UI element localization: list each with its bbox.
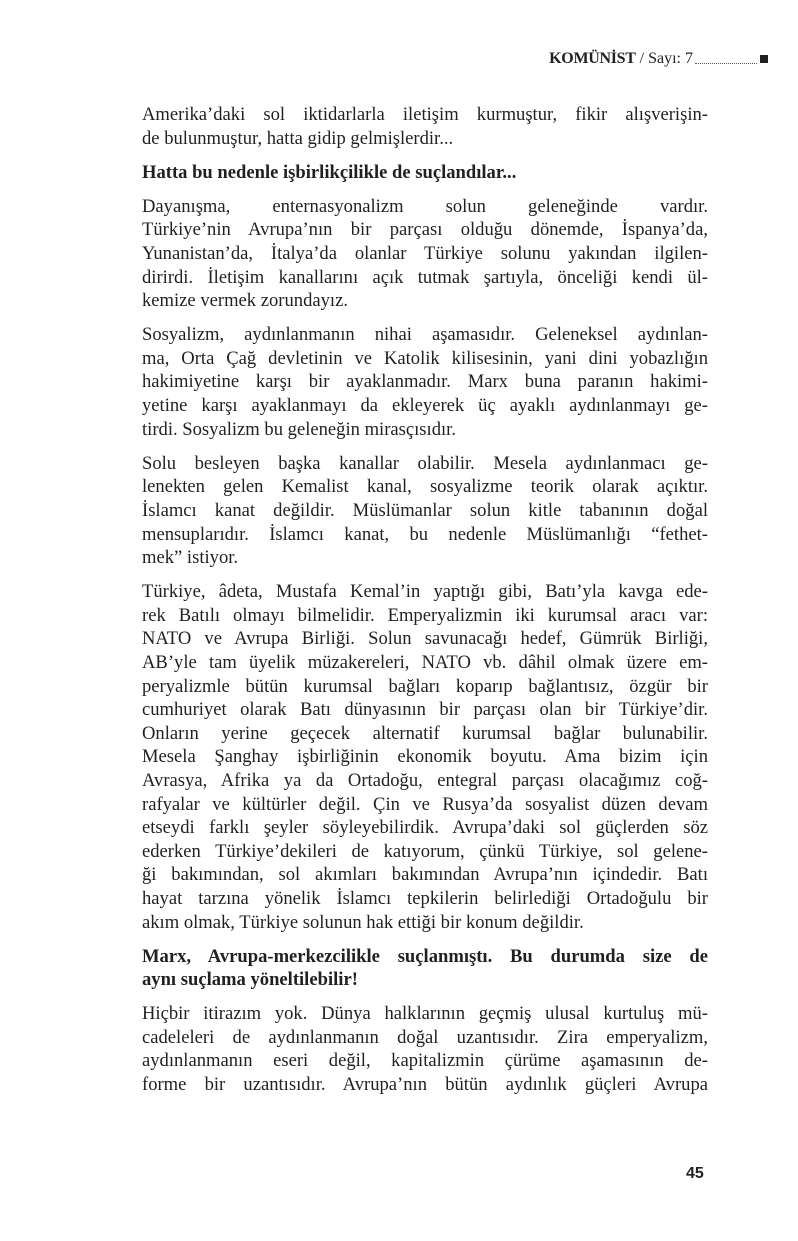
text-line: peryalizmle bütün kurumsal bağları koparıp bağlantısız, özgür bir: [142, 675, 708, 697]
text-line: NATO ve Avrupa Birliği. Solun savunacağı hedef, Gümrük Birliği,: [142, 628, 708, 650]
text-line: Sosyalizm, aydınlanmanın nihai aşamasıdır. Geleneksel aydınlan-: [142, 324, 708, 346]
text-line: İslamcı kanat değildir. Müslümanlar solun kitle tabanının doğal: [142, 499, 708, 521]
text-line: mensuplarıdır. İslamcı kanat, bu nedenle Müslümanlığı “fethet-: [142, 523, 708, 545]
text-line: akım olmak, Türkiye solunun hak ettiği bir konum değildir.: [142, 911, 584, 933]
body-text: [142, 103, 708, 1107]
text-line: forme bir uzantısıdır. Avrupa’nın bütün aydınlık güçleri Avrupa: [142, 1074, 708, 1096]
text-line: tirdi. Sosyalizm bu geleneğin mirasçısıdır.: [142, 418, 456, 440]
paragraph: [142, 580, 708, 934]
text-line: Solu besleyen başka kanallar olabilir. Mesela aydınlanmacı ge-: [142, 452, 708, 474]
dotted-leader: [695, 54, 757, 64]
text-line: AB’yle tam üyelik müzakereleri, NATO vb. dâhil olmak üzere em-: [142, 651, 708, 673]
text-line: aynı suçlama yöneltilebilir!: [142, 969, 358, 991]
text-line: cumhuriyet olarak Batı dünyasının bir parçası olan bir Türkiye’dir.: [142, 699, 708, 721]
text-line: etseydi farklı şeyler söyleyebilirdik. Avrupa’daki sol güçlerden söz: [142, 817, 708, 839]
text-line: Marx, Avrupa-merkezcilikle suçlanmıştı. Bu durumda size de: [142, 945, 708, 967]
interview-question: [142, 161, 708, 185]
issue-number: / Sayı: 7: [639, 50, 693, 67]
text-line: Yunanistan’da, İtalya’da olanlar Türkiye solunu yakından ilgilen-: [142, 242, 708, 264]
text-line: de bulunmuştur, hatta gidip gelmişlerdir...: [142, 127, 454, 149]
text-line: rek Batılı olmayı bilmelidir. Emperyalizmin iki kurumsal aracı var:: [142, 604, 708, 626]
text-line: Dayanışma, enternasyonalizm solun geleneğinde vardır.: [142, 195, 708, 217]
text-line: Mesela Şanghay işbirliğinin ekonomik boyutu. Ama bizim için: [142, 746, 708, 768]
square-marker-icon: [760, 55, 768, 63]
text-line: kemize vermek zorundayız.: [142, 290, 348, 312]
paragraph: [142, 103, 708, 150]
text-line: dirirdi. İletişim kanallarını açık tutmak şartıyla, önceliği kendi ül-: [142, 266, 708, 288]
text-line: ği bakımından, sol akımları bakımından Avrupa’nın içindedir. Batı: [142, 864, 708, 886]
paragraph: [142, 452, 708, 570]
running-header: [549, 50, 768, 68]
text-line: mek” istiyor.: [142, 547, 239, 569]
page-number: 45: [686, 1165, 704, 1182]
text-line: ma, Orta Çağ devletinin ve Katolik kilisesinin, yani dini yobazlığın: [142, 347, 708, 369]
text-line: hakimiyetine karşı bir ayaklanmadır. Marx buna paranın hakimi-: [142, 371, 708, 393]
paragraph: [142, 323, 708, 441]
interview-question: [142, 945, 708, 992]
text-line: Amerika’daki sol iktidarlarla iletişim kurmuştur, fikir alışverişin-: [142, 104, 708, 125]
text-line: aydınlanmanın eseri değil, kapitalizmin çürüme aşamasının de-: [142, 1050, 708, 1072]
text-line: yetine karşı ayaklanmayı da ekleyerek üç ayaklı aydınlanmayı ge-: [142, 395, 708, 417]
text-line: Türkiye’nin Avrupa’nın bir parçası olduğu dönemde, İspanya’da,: [142, 219, 708, 241]
text-line: hayat tarzına yönelik İslamcı tepkilerin belirlediği Ortadoğulu bir: [142, 887, 708, 909]
text-line: lenekten gelen Kemalist kanal, sosyalizme teorik olarak açıktır.: [142, 476, 708, 498]
text-line: Avrasya, Afrika ya da Ortadoğu, entegral parçası olacağımız coğ-: [142, 769, 708, 791]
text-line: Türkiye, âdeta, Mustafa Kemal’in yaptığı gibi, Batı’yla kavga ede-: [142, 581, 708, 603]
text-line: Onların yerine geçecek alternatif kurumsal bağlar bulunabilir.: [142, 722, 708, 744]
magazine-name: KOMÜNİST: [549, 50, 636, 67]
paragraph: [142, 195, 708, 313]
text-line: cadeleleri de aydınlanmanın doğal uzantısıdır. Zira emperyalizm,: [142, 1026, 708, 1048]
text-line: Hiçbir itirazım yok. Dünya halklarının geçmiş ulusal kurtuluş mü-: [142, 1003, 708, 1025]
text-line: ederken Türkiye’dekileri de katıyorum, çünkü Türkiye, sol gelene-: [142, 840, 708, 862]
text-line: Hatta bu nedenle işbirlikçilikle de suçlandılar...: [142, 161, 517, 183]
paragraph: [142, 1002, 708, 1096]
text-line: rafyalar ve kültürler değil. Çin ve Rusya’da sosyalist düzen devam: [142, 793, 708, 815]
